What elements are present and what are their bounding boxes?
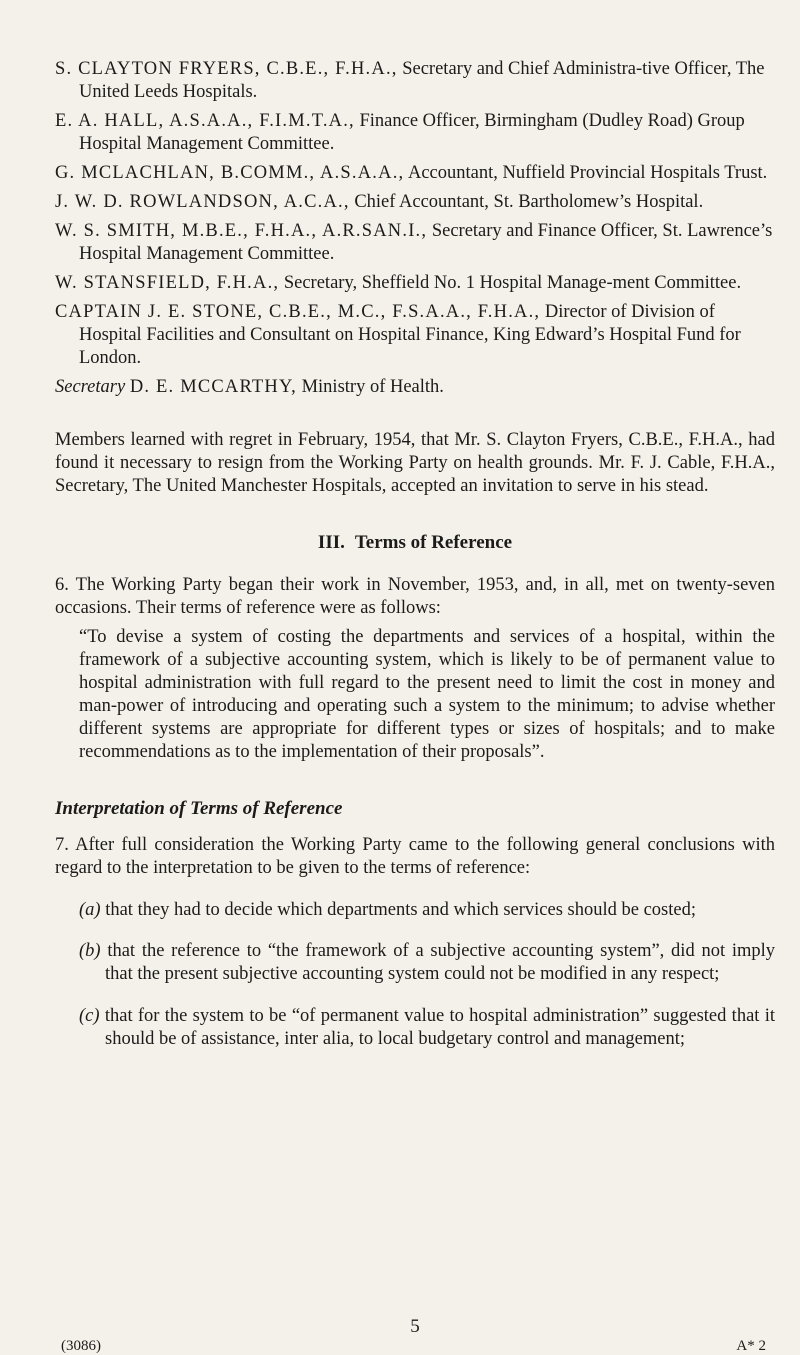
member-entry <box>55 58 775 104</box>
member-name: J. W. D. ROWLANDSON, A.C.A., <box>55 192 350 212</box>
member-name: S. CLAYTON FRYERS, C.B.E., F.H.A., <box>55 59 398 79</box>
member-description: Secretary and Chief Administra-tive Officer, The United Leeds Hospitals. <box>79 59 765 102</box>
list-item-label: (c) <box>79 1005 100 1026</box>
list-item-text: that they had to decide which departments and which services should be costed; <box>105 899 697 920</box>
document-page <box>55 58 776 1354</box>
member-name: W. S. SMITH, M.B.E., F.H.A., A.R.SAN.I., <box>55 221 428 241</box>
member-description: Secretary, Sheffield No. 1 Hospital Manage-ment Committee. <box>283 273 742 293</box>
list-item-label: (a) <box>79 899 101 920</box>
terms-of-reference-quote: “To devise a system of costing the departments and services of a hospital, within the framework of a subjective accounting system, which is likely to be of permanent value to hospital administration with full regard to the present need to limit the cost in money and man-power of introducing and operating such a system to the minimum; to advise whether different systems are appropriate for different types or sizes of hospitals; and to make recommendations as to the implementation of their proposals”. <box>79 627 775 762</box>
member-description: Finance Officer, Birmingham (Dudley Road) Group Hospital Management Committee. <box>79 111 745 154</box>
secretary-entry <box>55 376 775 399</box>
section-title: Terms of Reference <box>354 532 513 553</box>
member-name: G. MCLACHLAN, B.COMM., A.S.A.A., <box>55 163 405 183</box>
member-name: E. A. HALL, A.S.A.A., F.I.M.T.A., <box>55 111 355 131</box>
secretary-label: Secretary <box>55 377 126 397</box>
paragraph-7: 7. After full consideration the Working Party came to the following general conclusions with regard to the interpretation to be given to the terms of reference: <box>55 835 775 878</box>
secretary-name: D. E. MCCARTHY, <box>129 377 297 397</box>
list-item-text: that the reference to “the framework of a subjective accounting system”, did not imply that the present subjective accounting system could not be modified in any respect; <box>105 941 775 984</box>
list-item <box>79 940 775 986</box>
member-name: W. STANSFIELD, F.H.A., <box>55 273 280 293</box>
section-heading <box>55 532 775 554</box>
conclusions-list <box>79 899 775 1051</box>
member-list <box>55 58 775 399</box>
print-code: (3086) <box>61 1338 101 1354</box>
member-description: Chief Accountant, St. Bartholomew’s Hospital. <box>354 192 704 212</box>
member-description: Secretary and Finance Officer, St. Lawrence’s Hospital Management Committee. <box>79 221 773 264</box>
page-footer <box>61 1338 766 1355</box>
list-item-text: that for the system to be “of permanent value to hospital administration” suggested that it should be of assistance, inter alia, to local budgetary control and management; <box>104 1005 776 1049</box>
paragraph-6: 6. The Working Party began their work in November, 1953, and, in all, met on twenty-seven occasions. Their terms of reference were as follows: <box>55 575 775 618</box>
members-paragraph: Members learned with regret in February, 1954, that Mr. S. Clayton Fryers, C.B.E., F.H.A., had found it necessary to resign from the Working Party on health grounds. Mr. F. J. Cable, F.H.A., Secretary, The United Manchester Hospitals, accepted an invitation to serve in his stead. <box>55 430 775 496</box>
member-name: CAPTAIN J. E. STONE, C.B.E., M.C., F.S.A.A., F.H.A., <box>55 302 541 322</box>
member-entry <box>55 272 775 295</box>
member-description: Accountant, Nuffield Provincial Hospitals Trust. <box>407 163 768 183</box>
interpretation-heading: Interpretation of Terms of Reference <box>55 798 343 819</box>
member-entry <box>55 301 775 370</box>
member-entry <box>55 110 775 156</box>
member-entry <box>55 220 775 266</box>
member-entry <box>55 191 775 214</box>
secretary-description: Ministry of Health. <box>301 377 444 397</box>
signature-mark: A* 2 <box>736 1338 766 1354</box>
section-number: III. <box>317 532 345 553</box>
page-number: 5 <box>410 1316 420 1337</box>
list-item-label: (b) <box>79 941 101 961</box>
list-item <box>79 899 775 922</box>
list-item <box>79 1005 775 1051</box>
member-entry <box>55 162 775 185</box>
member-description: Director of Division of Hospital Facilities and Consultant on Hospital Finance, King Edward’s Hospital Fund for London. <box>79 302 741 368</box>
